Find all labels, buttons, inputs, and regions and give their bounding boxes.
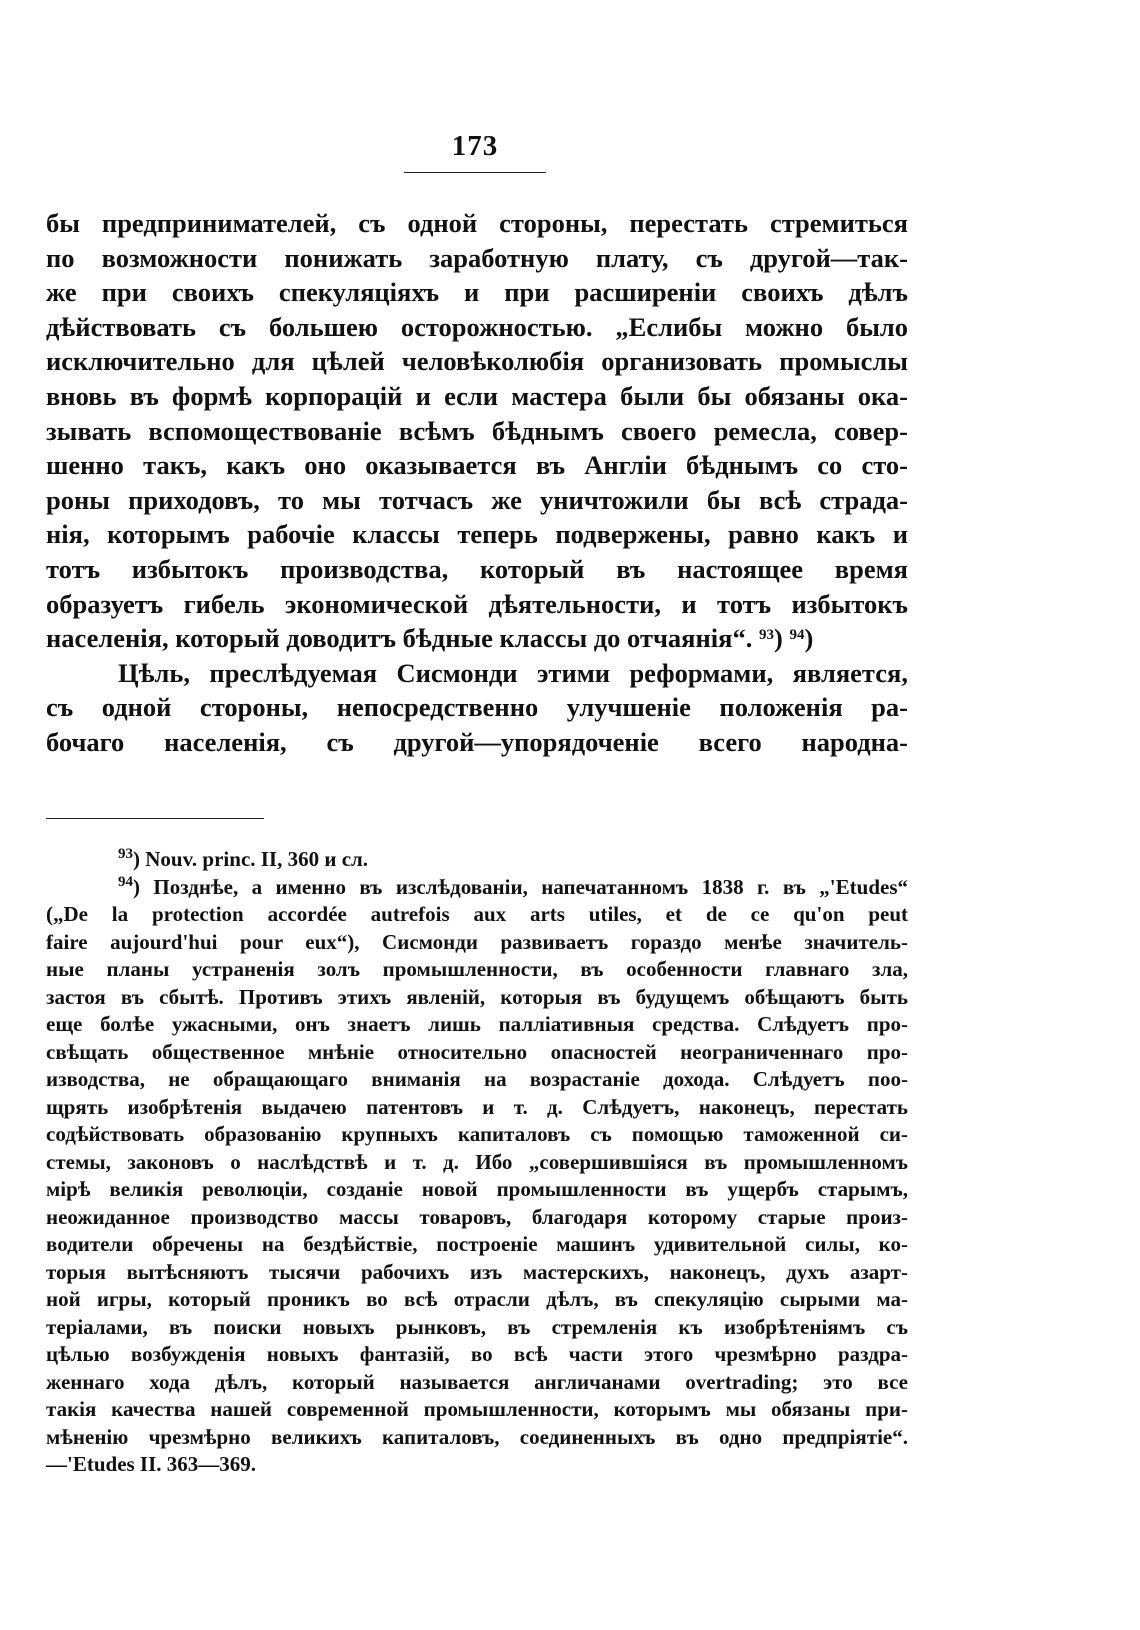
footnote-line: водители обречены на бездѣйствіе, построеніе машинъ удивительной силы, ко- [46, 1232, 908, 1256]
main-line: бочаго населенія, съ другой—упорядоченіе всего народна- [46, 726, 908, 757]
footnote-93 [46, 846, 908, 874]
footnote-text: ) Nouv. princ. II, 360 и сл. [133, 847, 369, 871]
main-line-text: населенія, который доводитъ бѣдные классы до отчаянія“. [46, 623, 753, 654]
main-line: зывать вспомоществованіе всѣмъ бѣднымъ своего ремесла, совер- [46, 415, 908, 446]
header-rule [404, 172, 546, 173]
ref-close-paren: ) [773, 623, 783, 654]
footnote-rule [46, 818, 264, 819]
footnote-line: содѣйствовать образованію крупныхъ капиталовъ съ помощью таможенной си- [46, 1122, 908, 1146]
footnote-line: еще болѣе ужасными, онъ знаетъ лишь палліативныя средства. Слѣдуетъ про- [46, 1012, 908, 1036]
footnote-line: ные планы устраненія золъ промышленности, въ особенности главнаго зла, [46, 957, 908, 981]
footnote-ref-94: 94 [789, 627, 805, 644]
main-line: тотъ избытокъ производства, который въ настоящее время [46, 553, 908, 584]
main-line: образуетъ гибель экономической дѣятельности, и тотъ избытокъ [46, 588, 908, 619]
footnote-line: („De la protection accordée autrefois aux arts utiles, et de ce qu'on peut [46, 902, 908, 926]
main-line: роны приходовъ, то мы тотчасъ же уничтожили бы всѣ страда- [46, 484, 908, 515]
footnotes [46, 846, 908, 1479]
footnote-line: торыя вытѣсняютъ тысячи рабочихъ изъ мастерскихъ, наконецъ, духъ азарт- [46, 1259, 908, 1284]
footnote-text: ) Позднѣе, а именно въ изслѣдованіи, напечатанномъ 1838 г. въ „'Etudes“ [133, 874, 908, 899]
footnote-94-first-line [46, 874, 908, 902]
main-line: шенно такъ, какъ оно оказывается въ Англіи бѣднымъ со сто- [46, 450, 908, 481]
footnote-line: мѣненію чрезмѣрно великихъ капиталовъ, соединенныхъ въ одно предпріятіе“. [46, 1424, 908, 1449]
main-line: по возможности понижать заработную плату, съ другой—так- [46, 242, 908, 273]
main-line: нія, которымъ рабочіе классы теперь подвержены, равно какъ и [46, 519, 908, 550]
ref-close-paren: ) [804, 623, 814, 654]
main-text [46, 206, 908, 760]
footnote-line: застоя въ сбытѣ. Противъ этихъ явленій, которыя въ будущемъ обѣщаютъ быть [46, 984, 908, 1009]
main-line: дѣйствовать съ большею осторожностью. „Еслибы можно было [46, 311, 908, 342]
footnote-line: свѣщать общественное мнѣніе относительно опасностей неограниченнаго про- [46, 1039, 908, 1064]
footnote-line: ной игры, который проникъ во всѣ отрасли дѣлъ, въ спекуляцію сырыми ма- [46, 1287, 908, 1311]
footnote-line: цѣлью возбужденія новыхъ фантазій, во всѣ части этого чрезмѣрно раздра- [46, 1342, 908, 1366]
footnote-line: faire aujourd'hui pour eux“), Сисмонди развиваетъ гораздо менѣе значитель- [46, 929, 908, 954]
main-line: исключительно для цѣлей человѣколюбія организовать промыслы [46, 346, 908, 377]
footnote-line: теріалами, въ поиски новыхъ рынковъ, въ стремленія къ изобрѣтеніямъ съ [46, 1314, 908, 1339]
footnote-line: стемы, законовъ о наслѣдствѣ и т. д. Ибо „совершившіяся въ промышленномъ [46, 1149, 908, 1174]
footnote-line: неожиданное производство массы товаровъ, благодаря которому старые произ- [46, 1204, 908, 1229]
footnote-line-last: —'Etudes II. 363—369. [46, 1452, 257, 1476]
footnote-line: женнаго хода дѣлъ, который называется англичанами overtrading; это все [46, 1369, 908, 1394]
main-line: бы предпринимателей, съ одной стороны, перестать стремиться [46, 208, 908, 238]
footnote-line: такія качества нашей современной промышленности, которымъ мы обязаны при- [46, 1397, 908, 1421]
footnote-mark: 93 [118, 846, 133, 862]
main-line: вновь въ формѣ корпорацій и если мастера были бы обязаны ока- [46, 380, 908, 411]
main-line-with-refs [46, 621, 908, 656]
footnote-line: изводства, не обращающаго вниманія на возрастаніе дохода. Слѣдуетъ поо- [46, 1067, 908, 1091]
page-number: 173 [451, 130, 499, 162]
main-line: съ одной стороны, непосредственно улучшеніе положенія ра- [46, 692, 908, 723]
footnote-mark: 94 [118, 873, 133, 890]
main-line: Цѣль, преслѣдуемая Сисмонди этими реформами, является, [118, 657, 908, 688]
footnote-line: щрять изобрѣтенія выдачею патентовъ и т. д. Слѣдуетъ, наконецъ, перестать [46, 1094, 908, 1119]
footnote-ref-93: 93 [758, 627, 774, 644]
footnote-line: мірѣ великія революціи, созданіе новой промышленности въ ущербъ старымъ, [46, 1177, 908, 1201]
main-line: же при своихъ спекуляціяхъ и при расширеніи своихъ дѣлъ [46, 277, 908, 308]
